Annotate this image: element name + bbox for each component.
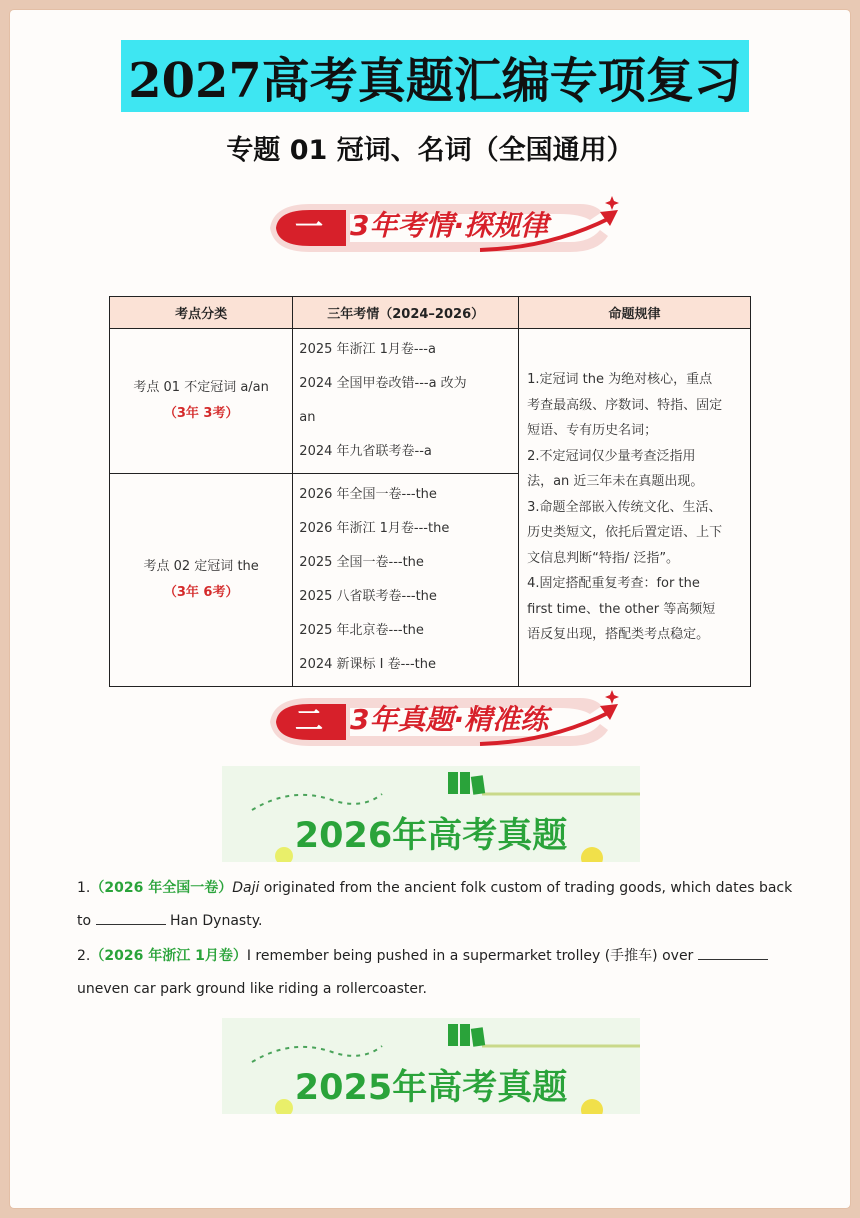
year-heading-2025 — [222, 1018, 640, 1114]
rule-line: 2.不定冠词仅少量考查泛指用 — [527, 448, 696, 464]
exam-point-label: 考点 02 定冠词 the — [143, 559, 259, 574]
question-italic-term: Daji — [232, 880, 260, 896]
rule-line: 3.命题全部嵌入传统文化、生活、 — [527, 499, 722, 515]
question-text: I remember being pushed in a supermarket trolley (手推车) over — [246, 948, 698, 964]
rule-line: 短语、专有历史名词； — [527, 423, 658, 439]
exam-entry: 2025 全国一卷---the — [299, 555, 424, 570]
year-heading-text: 2025年高考真题 — [294, 1068, 568, 1108]
rule-line: 4.固定搭配重复考查：for the — [527, 576, 700, 592]
question-1 — [77, 872, 797, 938]
exam-entry: 2024 年九省联考卷--a — [299, 444, 432, 459]
question-source: （2026 年全国一卷） — [90, 880, 233, 896]
rule-line: 考查最高级、序数词、特指、固定 — [527, 397, 723, 413]
question-number: 2. — [77, 948, 91, 964]
book-stack-icon — [448, 1024, 485, 1047]
rules-cell — [519, 329, 751, 687]
exam-point-count: （3年 3考） — [163, 406, 239, 421]
book-stack-icon — [448, 772, 485, 795]
exam-point-label: 考点 01 不定冠词 a/an — [133, 380, 269, 395]
question-number: 1. — [77, 880, 91, 896]
page-title: 2027高考真题汇编专项复习 — [121, 40, 749, 112]
answer-blank[interactable] — [96, 911, 166, 925]
section-banner-2 — [250, 684, 620, 758]
table-header-cell: 命题规律 — [519, 297, 751, 329]
banner-number: 二 — [294, 704, 323, 737]
question-source: （2026 年浙江 1月卷） — [90, 948, 247, 964]
exam-entry: 2024 全国甲卷改错---a 改为 — [299, 376, 467, 391]
question-text: uneven car park ground like riding a rollercoaster. — [77, 981, 427, 997]
page-subtitle: 专题 01 冠词、名词（全国通用） — [226, 135, 634, 166]
table-header-row — [110, 297, 751, 329]
rule-line: 法，an 近三年未在真题出现。 — [527, 474, 704, 490]
question-text: Han Dynasty. — [165, 913, 263, 929]
sparkle-icon — [605, 690, 619, 704]
exam-point-cell — [110, 474, 293, 687]
exam-analysis-table — [109, 296, 751, 687]
year-heading-2026 — [222, 766, 640, 862]
exam-entry: an — [299, 410, 316, 425]
exam-entry: 2026 年浙江 1月卷---the — [299, 521, 450, 536]
exam-list-cell — [293, 474, 519, 687]
banner-number: 一 — [294, 210, 323, 243]
year-heading-text: 2026年高考真题 — [294, 816, 568, 856]
table-header-cell: 考点分类 — [110, 297, 293, 329]
section-banner-1 — [250, 190, 620, 264]
exam-entry: 2025 年北京卷---the — [299, 623, 424, 638]
question-text: to — [77, 913, 96, 929]
rule-line: 1.定冠词 the 为绝对核心，重点 — [527, 372, 713, 388]
banner-label: 3年真题·精准练 — [350, 703, 549, 736]
rule-line: 历史类短文，依托后置定语、上下 — [527, 525, 723, 541]
answer-blank[interactable] — [698, 946, 768, 960]
exam-list-cell — [293, 329, 519, 474]
table-row — [110, 329, 751, 474]
sparkle-icon — [605, 196, 619, 210]
exam-entry: 2025 八省联考卷---the — [299, 589, 437, 604]
exam-point-cell — [110, 329, 293, 474]
document-page — [10, 10, 850, 1208]
banner-label: 3年考情·探规律 — [350, 209, 549, 242]
exam-entry: 2024 新课标 I 卷---the — [299, 657, 437, 672]
question-2 — [77, 940, 797, 1006]
rule-line: 文信息判断“特指/ 泛指”。 — [527, 550, 680, 566]
question-text: originated from the ancient folk custom of trading goods, which dates back — [259, 880, 793, 896]
exam-entry: 2025 年浙江 1月卷---a — [299, 342, 436, 357]
rule-line: first time、the other 等高频短 — [527, 601, 716, 617]
exam-entry: 2026 年全国一卷---the — [299, 487, 437, 502]
exam-point-count: （3年 6考） — [163, 585, 239, 600]
rule-line: 语反复出现，搭配类考点稳定。 — [527, 627, 710, 643]
table-header-cell: 三年考情（2024–2026） — [293, 297, 519, 329]
